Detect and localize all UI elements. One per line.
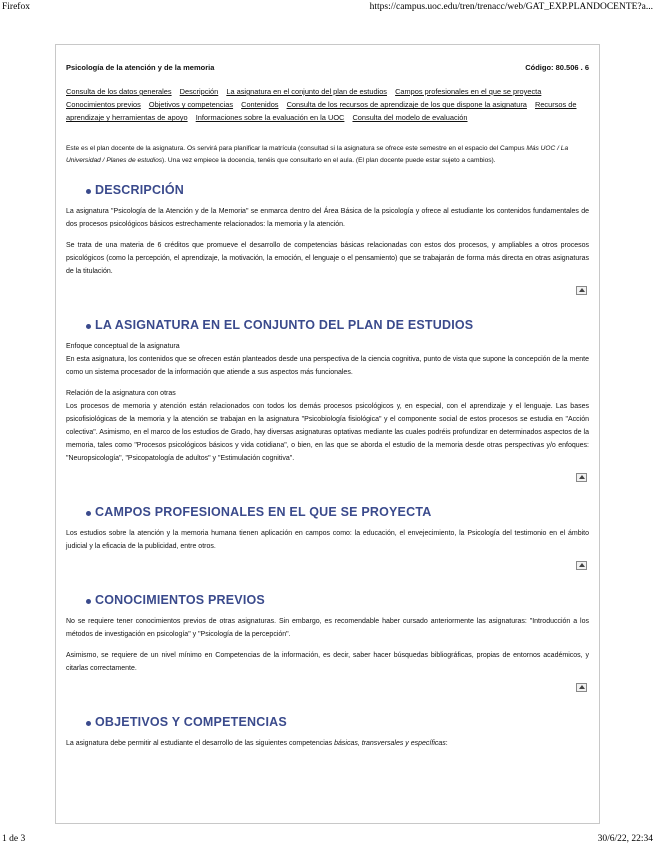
bullet-icon [86, 189, 91, 194]
bullet-icon [86, 324, 91, 329]
plan-paragraph-2: Los procesos de memoria y atención están relacionados con todos los demás procesos psicológicos y, en especial, con el aprendizaje y el lenguaje. Las bases psicofisiológicas de la memoria y la atención se trabajan en la asignatura "Psicobiología fisiológica" y el componente social de estos procesos se estudia en "Acción colectiva". Asimismo, en el marco de los estudios de Grado, hay diversas asignaturas optativas mediante las cuales podréis profundizar en determinados aspectos de la memoria, tales como "Procesos psicológicos básicos y vida cotidiana", o bien, en las que se aborda el estudio de la memoria desde otras perspectivas y/o enfoques: "Neuropsicología", "Psicopatología de adultos" y "Estimulación cognitiva". [66, 402, 589, 462]
descripcion-paragraph-1: La asignatura "Psicología de la Atención y de la Memoria" se enmarca dentro del Área Básica de la psicología y ofrece al estudiante los contenidos fundamentales de dos procesos psicológicos básicos estrechamente relacionados: la memoria y la atención. [66, 207, 589, 228]
browser-name: Firefox [2, 2, 30, 12]
page-counter: 1 de 3 [2, 834, 26, 844]
print-datetime: 30/6/22, 22:34 [597, 834, 653, 844]
plan-subheading-1: Enfoque conceptual de la asignatura [66, 342, 180, 350]
bullet-icon [86, 599, 91, 604]
bullet-icon [86, 721, 91, 726]
nav-link-modelo-evaluacion[interactable]: Consulta del modelo de evaluación [352, 113, 468, 123]
previos-paragraph-2: Asimismo, se requiere de un nivel mínimo en Competencias de la información, es decir, saber hacer búsquedas bibliográficas, propias de entornos académicos, y citarlas correctamente. [66, 651, 589, 672]
back-to-top-icon[interactable] [576, 473, 587, 482]
nav-link-campos-profesionales[interactable]: Campos profesionales en el que se proyecta [395, 87, 542, 96]
document-frame [55, 44, 600, 824]
nav-link-descripcion[interactable]: Descripción [179, 87, 219, 96]
section-title-descripcion: DESCRIPCIÓN [86, 183, 589, 197]
back-to-top-icon[interactable] [576, 561, 587, 570]
subject-code: Código: 80.506 . 6 [525, 63, 589, 72]
descripcion-paragraph-2: Se trata de una materia de 6 créditos que promueve el desarrollo de competencias básicas relacionadas con estos dos procesos, y ampliables a otros procesos psicológicos (como la percepción, el aprendizaje, la motivación, la emoción, el lenguaje o el pensamiento) que se trabajarán de forma más directa en otras asignaturas de la titulación. [66, 241, 589, 275]
nav-link-contenidos[interactable]: Contenidos [241, 100, 279, 110]
previos-paragraph-1: No se requiere tener conocimientos previos de otras asignaturas. Sin embargo, es recomendable haber cursado anteriormente las asignaturas: "Introducción a los métodos de investigación en psicología" y "Psicología de la percepción". [66, 617, 589, 638]
subject-title: Psicología de la atención y de la memoria [66, 63, 215, 72]
intro-note: Este es el plan docente de la asignatura. Os servirá para planificar la matrícula (consultad si la asignatura se ofrece este semestre en el espacio del Campus Más UOC / La Universidad / Planes de estudios). Una vez empiece la docencia, tenéis que consultarlo en el aula. (El plan docente puede estar sujeto a cambios). [66, 144, 569, 164]
nav-link-evaluacion-uoc[interactable]: Informaciones sobre la evaluación en la UOC [195, 113, 345, 123]
objetivos-paragraph-1: La asignatura debe permitir al estudiante el desarrollo de las siguientes competencias básicas, transversales y específicas: [66, 739, 448, 747]
nav-link-datos-generales[interactable]: Consulta de los datos generales [66, 87, 172, 96]
nav-link-objetivos[interactable]: Objetivos y competencias [148, 100, 234, 110]
page-url: https://campus.uoc.edu/tren/trenacc/web/GAT_EXP.PLANDOCENTE?a... [369, 2, 653, 12]
section-title-conocimientos-previos: CONOCIMIENTOS PREVIOS [86, 593, 589, 607]
nav-link-recursos-herramientas[interactable]: Recursos de aprendizaje y herramientas de apoyo [66, 100, 577, 123]
print-header [0, 2, 655, 14]
nav-link-plan-estudios[interactable]: La asignatura en el conjunto del plan de estudios [226, 87, 388, 96]
nav-link-recursos-consulta[interactable]: Consulta de los recursos de aprendizaje de los que dispone la asignatura [286, 100, 527, 110]
back-to-top-icon[interactable] [576, 683, 587, 692]
campos-paragraph-1: Los estudios sobre la atención y la memoria humana tienen aplicación en campos como: la educación, el envejecimiento, la Psicología del testimonio en el ámbito judicial y la eficacia de la publicidad, entre otros. [66, 529, 589, 550]
section-nav [66, 85, 589, 125]
section-title-campos-profesionales: CAMPOS PROFESIONALES EN EL QUE SE PROYECTA [86, 505, 589, 519]
intro-campus-path: Más UOC / La Universidad / Planes de estudios [66, 144, 569, 164]
plan-paragraph-1: En esta asignatura, los contenidos que se ofrecen están planteados desde una perspectiva de la ciencia cognitiva, punto de vista que supone la concepción de la mente como un sistema procesador de la información que atiende a sus aspectos más funcionales. [66, 355, 589, 376]
section-title-objetivos: OBJETIVOS Y COMPETENCIAS [86, 715, 589, 729]
plan-subheading-2: Relación de la asignatura con otras [66, 389, 176, 397]
nav-link-conocimientos-previos[interactable]: Conocimientos previos [66, 100, 141, 110]
subject-header [66, 63, 589, 75]
section-title-plan-estudios: LA ASIGNATURA EN EL CONJUNTO DEL PLAN DE ESTUDIOS [86, 318, 589, 332]
bullet-icon [86, 511, 91, 516]
back-to-top-icon[interactable] [576, 286, 587, 295]
print-footer [0, 834, 655, 846]
